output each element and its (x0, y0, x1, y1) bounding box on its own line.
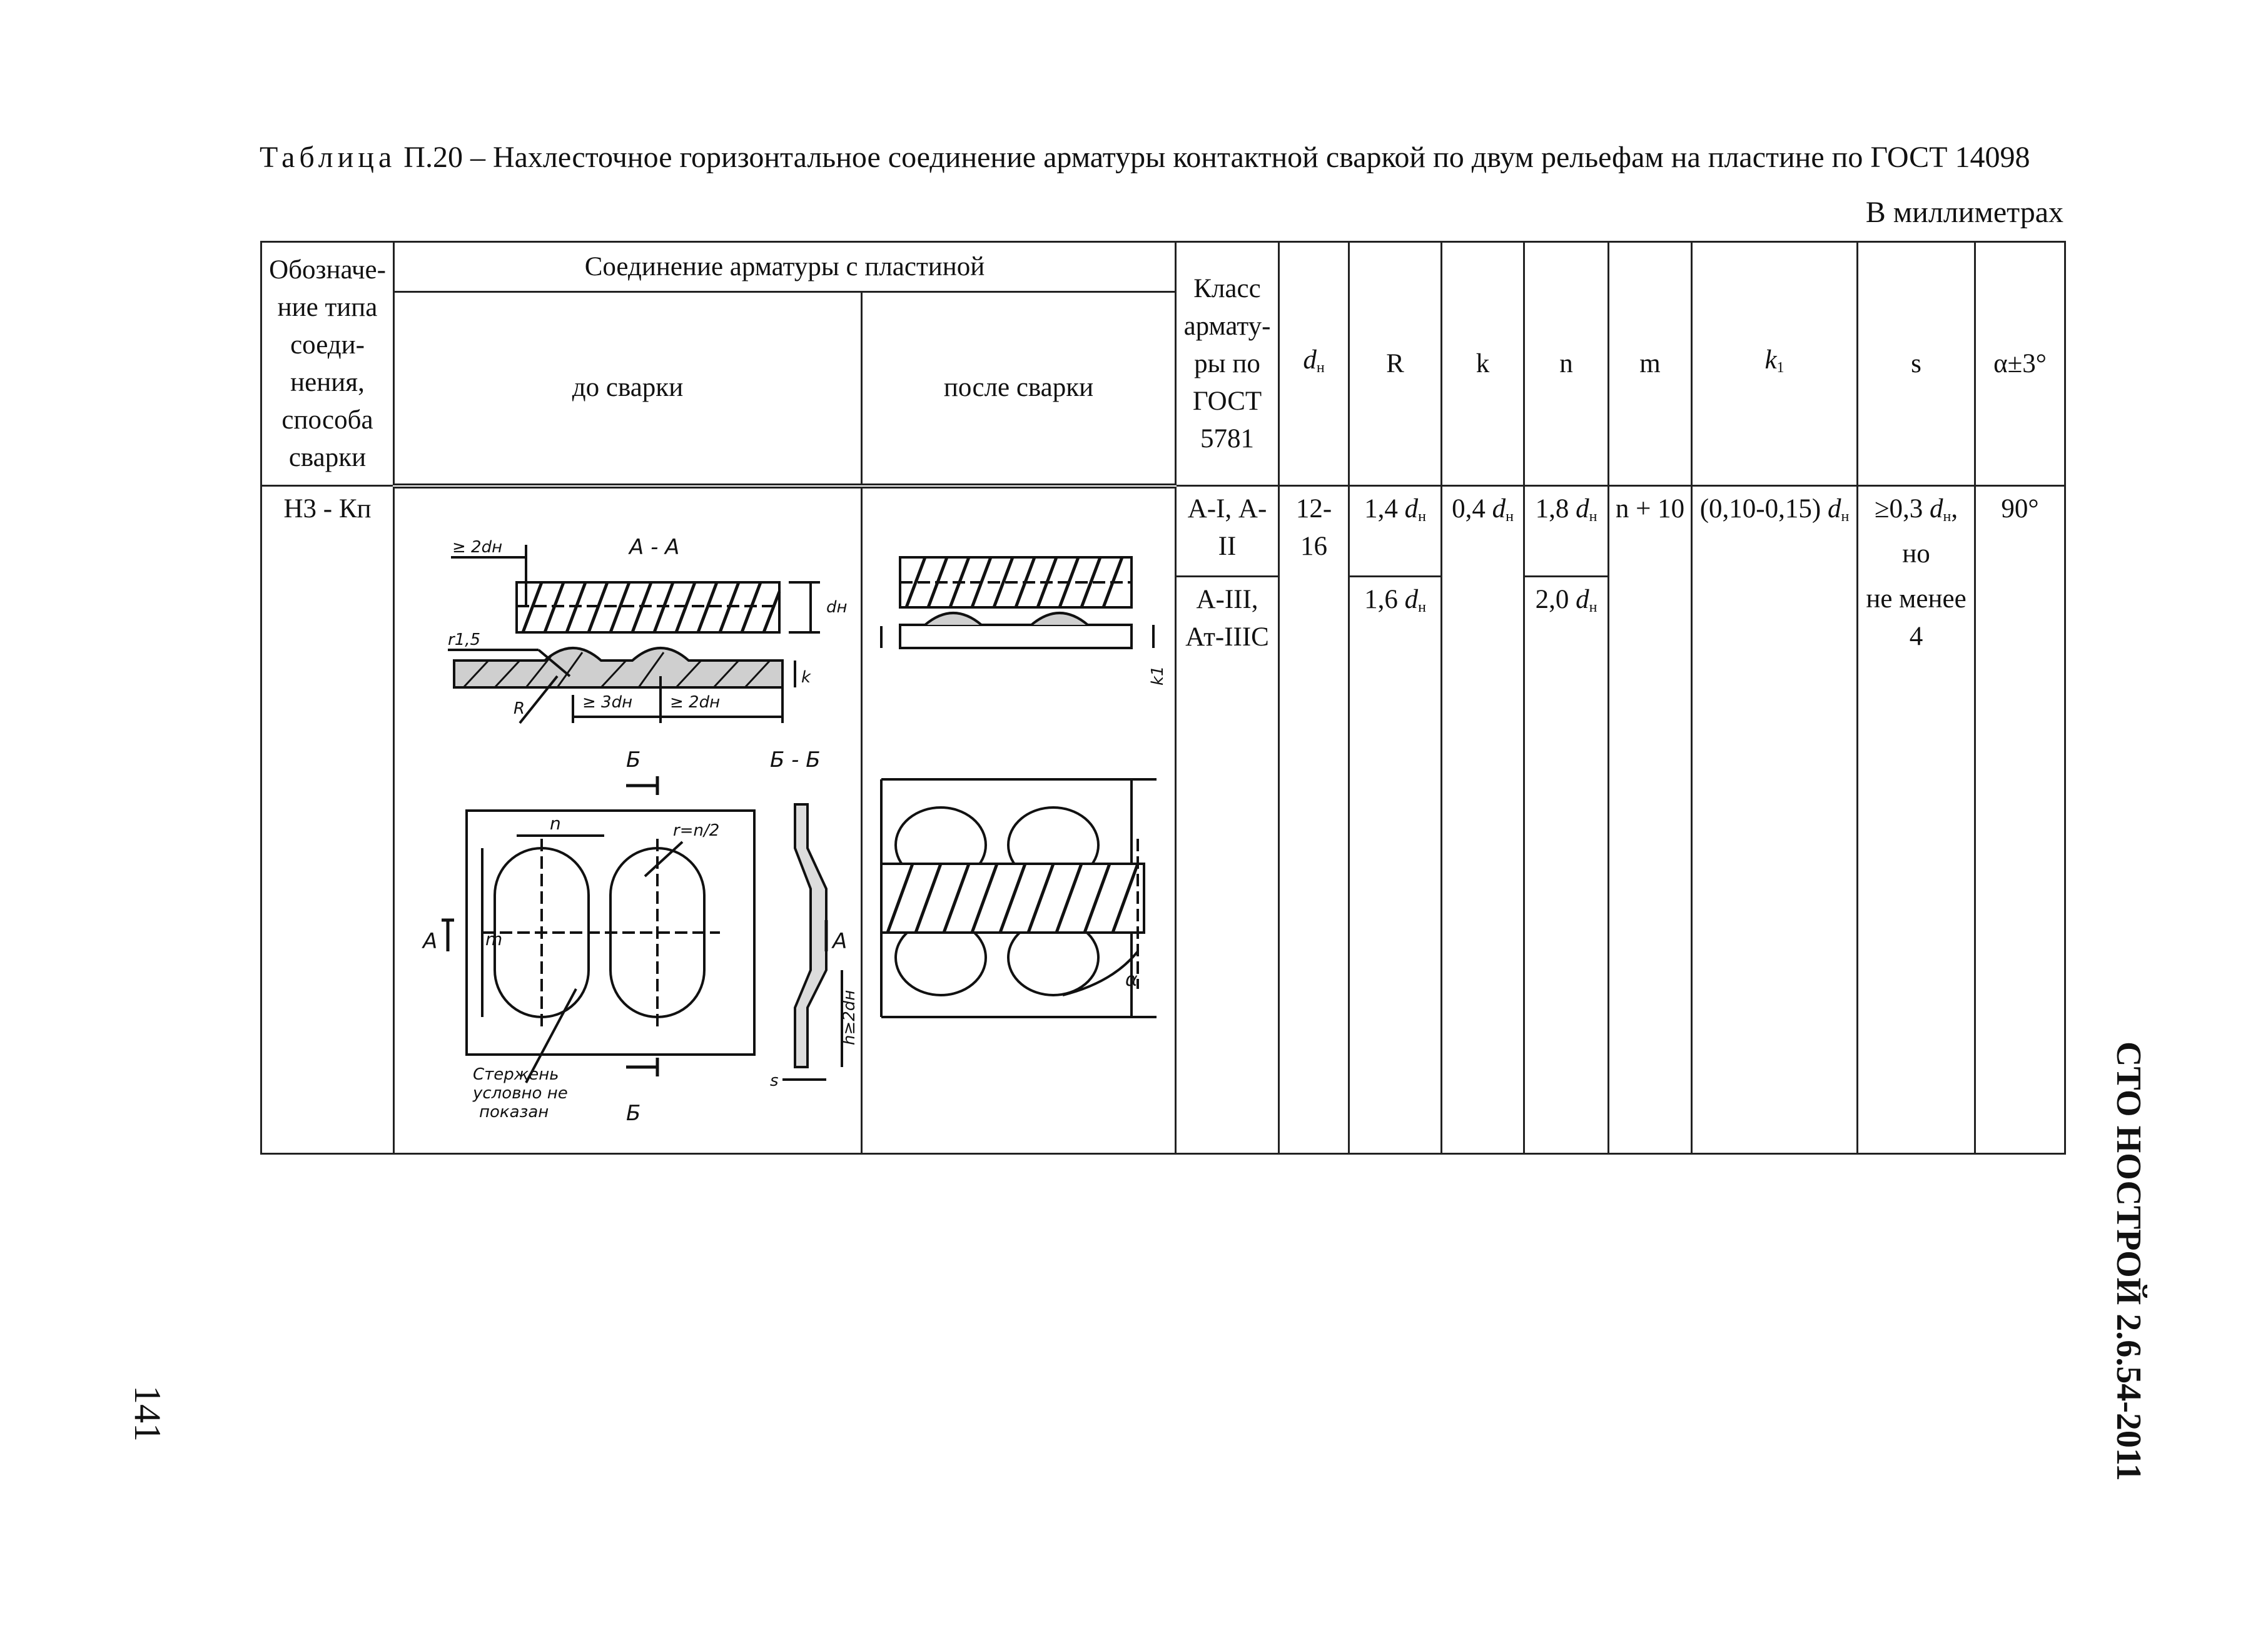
dim-3dn-label: ≥ 3dн (582, 692, 633, 712)
dim-m-label: m (485, 928, 503, 949)
page-number: 141 (127, 1385, 168, 1442)
dim-dn-label: dн (826, 597, 848, 617)
header-before: до сварки (394, 292, 862, 486)
row-m: n + 10 (1609, 486, 1692, 1154)
dim-s-label: s (770, 1071, 779, 1090)
row-designation: Н3 - Кп (261, 486, 394, 1154)
header-n: n (1524, 242, 1609, 486)
units-note: В миллиметрах (1865, 196, 2063, 229)
header-designation: Обозначе- ние типа соеди- нения, способа сварки (261, 242, 394, 486)
header-rebar-class: Класс армату- ры по ГОСТ 5781 (1176, 242, 1279, 486)
dim-alpha-label: α (1125, 968, 1138, 991)
mark-b-bottom: Б (626, 1100, 641, 1126)
row-alpha: 90° (1975, 486, 2065, 1154)
dim-2dn-bottom-label: ≥ 2dн (670, 692, 721, 712)
row-d: 12- 16 (1279, 486, 1349, 1154)
note-line-2: условно не (473, 1083, 568, 1103)
dim-r-label: r=n/2 (673, 821, 720, 840)
header-after: после сварки (862, 292, 1176, 486)
spec-table (260, 241, 2066, 1155)
row-class-1: А-I, А-II (1176, 486, 1279, 577)
dim-n-label: n (550, 812, 561, 834)
dim-2dn-top: ≥ 2dн (452, 537, 503, 557)
header-s: s (1858, 242, 1975, 486)
mark-b-top: Б (626, 747, 641, 772)
dim-h-label: h≥2dн (840, 990, 859, 1045)
after-welding-drawing (863, 489, 1176, 1153)
header-dn: $d_н$ (1279, 242, 1349, 486)
row-class-2: А-III, Ат-IIIС (1176, 577, 1279, 1153)
note-line-1: Стержень (473, 1065, 559, 1084)
row-n-2: 2,0 $d_н$ (1524, 577, 1609, 1153)
caption-label: Таблица (260, 141, 397, 174)
header-m: m (1609, 242, 1692, 486)
before-welding-drawing (395, 489, 862, 1153)
section-bb-label: Б - Б (770, 747, 821, 772)
document-title: СТО НОСТРОЙ 2.6.54-2011 (2109, 1041, 2148, 1481)
table-caption (260, 139, 2073, 176)
row-n-1: 1,8 $d_н$ (1524, 486, 1609, 577)
header-k: k (1442, 242, 1524, 486)
drawing-before-welding (394, 486, 862, 1154)
row-s: ≥0,3 $d_н$, но не менее 4 (1858, 486, 1975, 1154)
caption-text: П.20 – Нахлесточное горизонтальное соединение арматуры контактной сваркой по двум рельефам на пластине по ГОСТ 14098 (403, 141, 2030, 174)
header-k1: $k_1$ (1692, 242, 1858, 486)
row-R-1: 1,4 $d_н$ (1349, 486, 1442, 577)
row-k: 0,4 $d_н$ (1442, 486, 1524, 1154)
dim-R-label: R (514, 699, 525, 718)
section-aa-label: А - А (629, 534, 680, 560)
mark-a-right: А (833, 928, 848, 954)
header-connection: Соединение арматуры с пластиной (394, 242, 1176, 292)
row-R-2: 1,6 $d_н$ (1349, 577, 1442, 1153)
mark-a-left: А (423, 928, 438, 954)
dim-r15-label: r1,5 (448, 630, 481, 649)
header-R: R (1349, 242, 1442, 486)
dim-k1-label: k1 (1148, 665, 1167, 686)
header-alpha: α±3° (1975, 242, 2065, 486)
drawing-after-welding (862, 486, 1176, 1154)
row-k1: (0,10-0,15) $d_н$ (1692, 486, 1858, 1154)
note-line-3: показан (479, 1102, 549, 1121)
dim-k-label: k (801, 667, 811, 687)
